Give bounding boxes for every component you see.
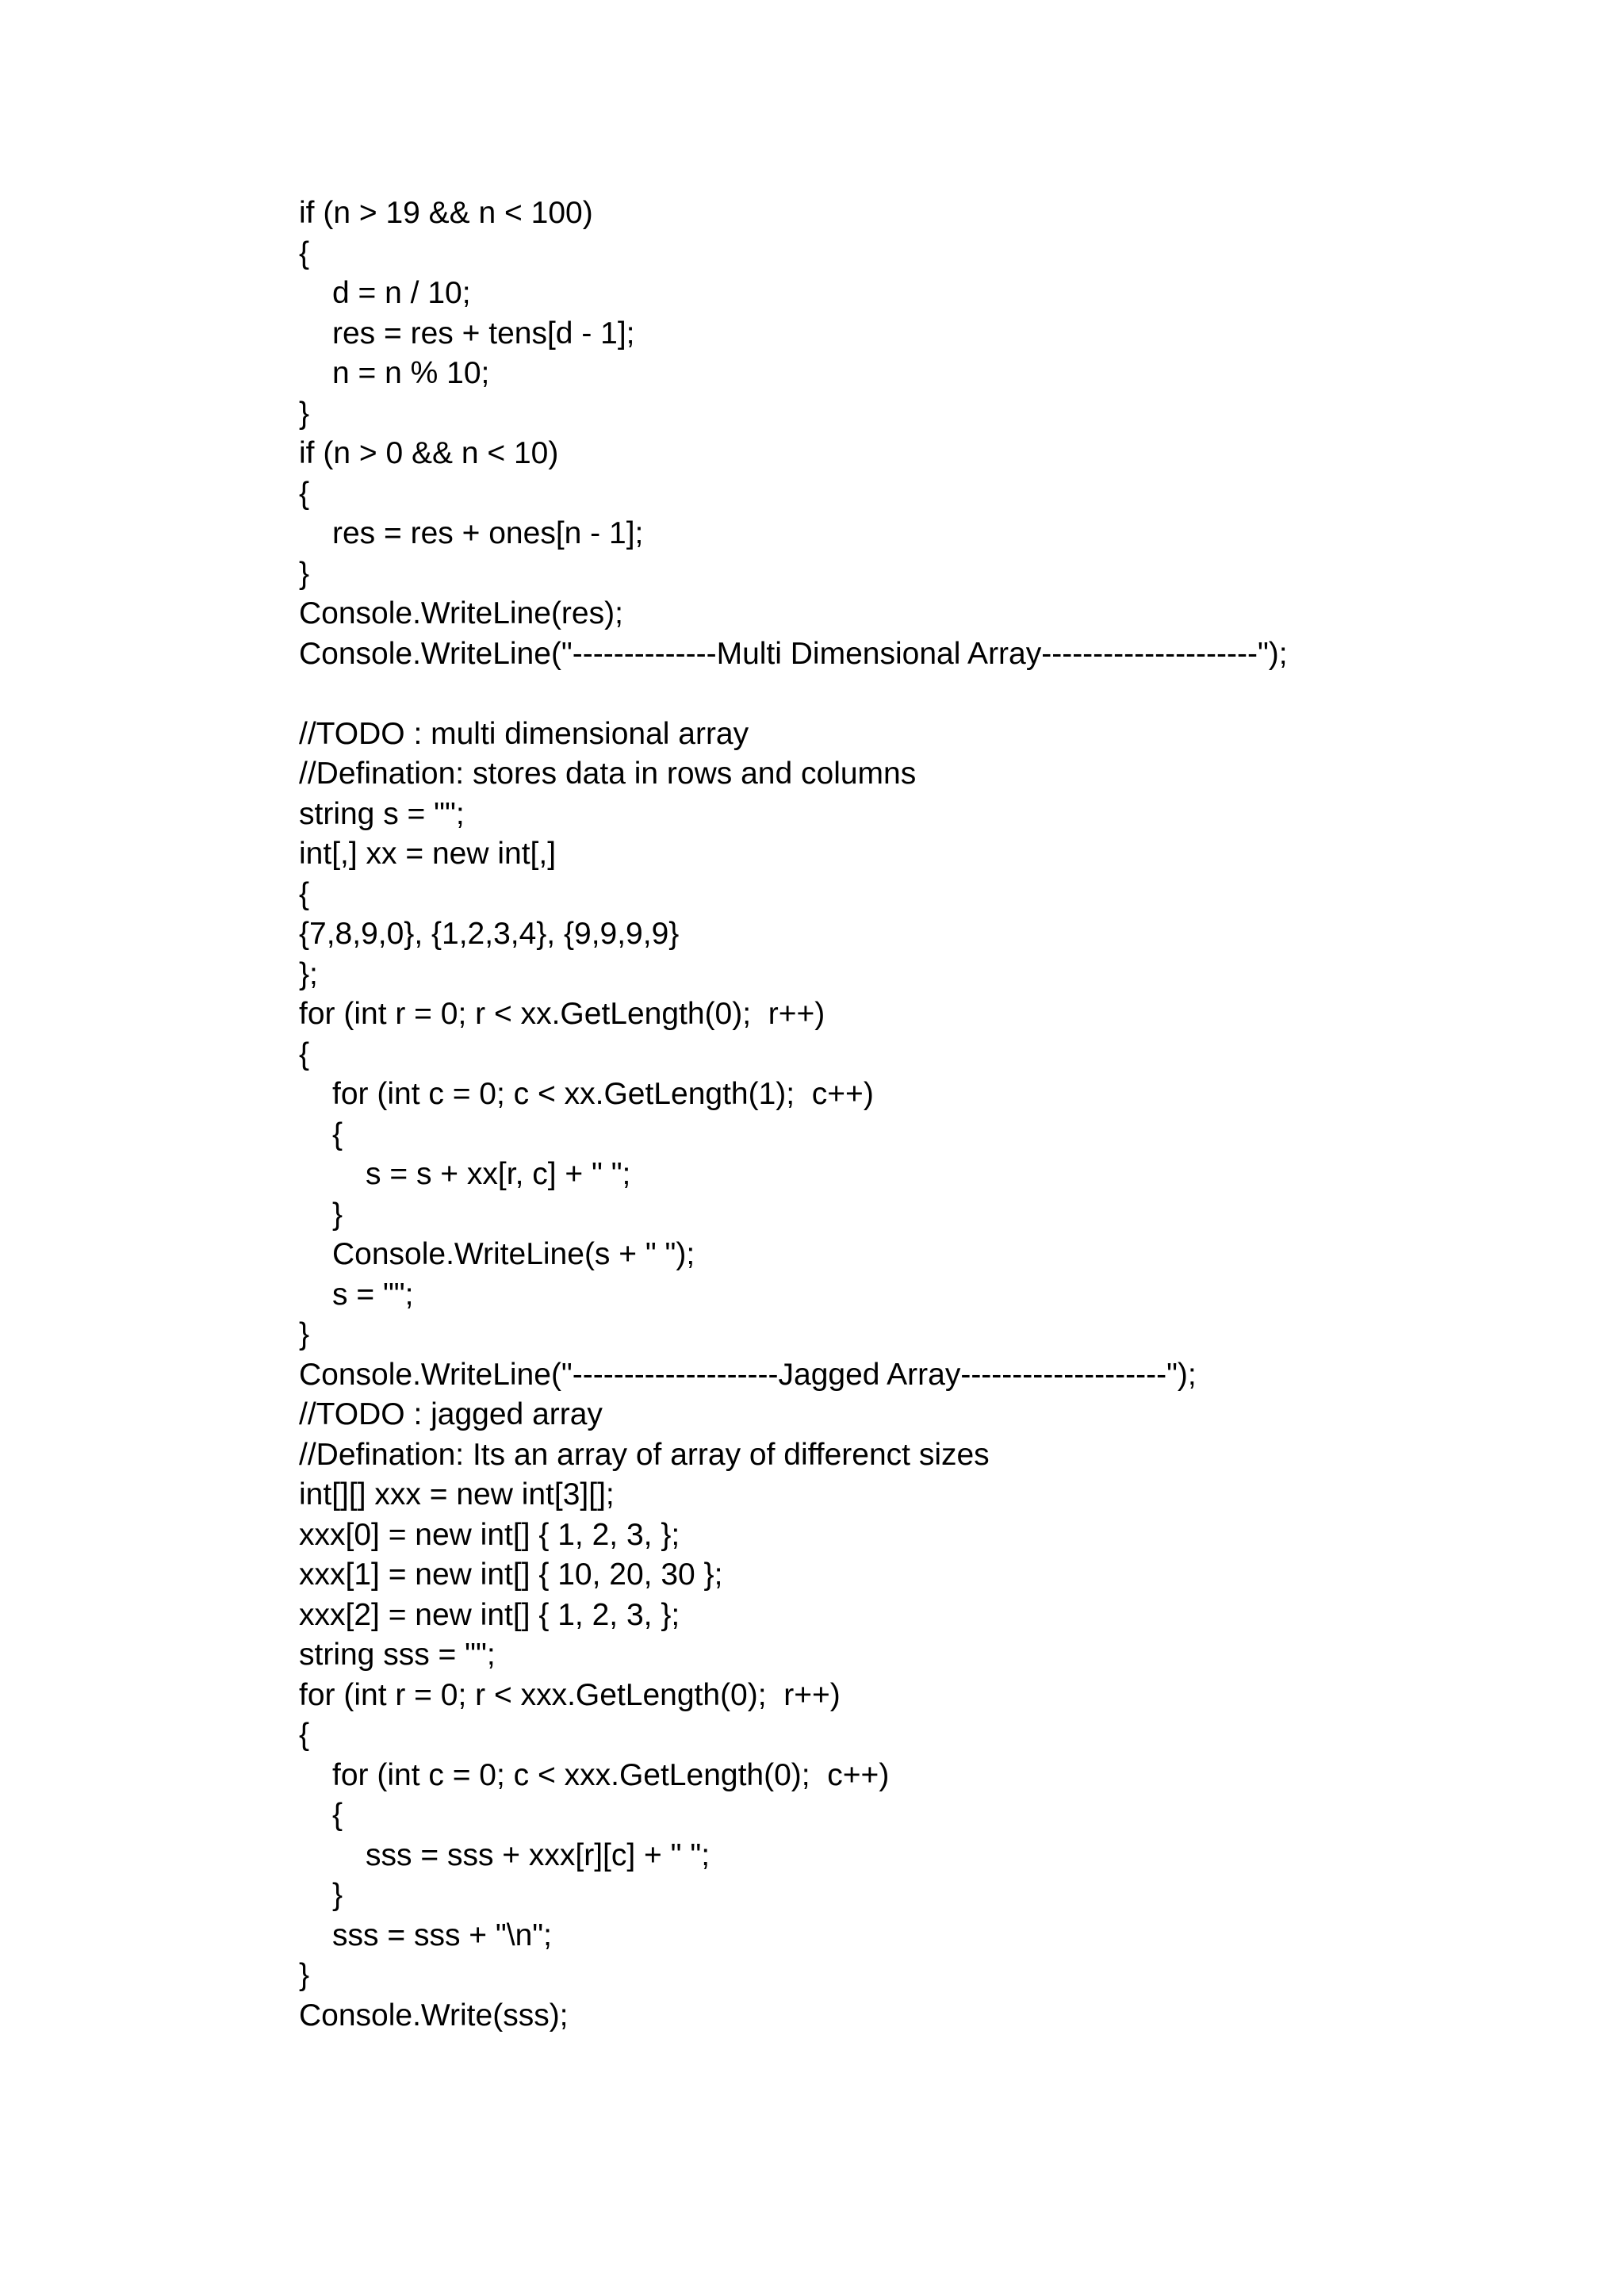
code-line: int[][] xxx = new int[3][];	[299, 1477, 615, 1511]
code-line: }	[299, 1317, 310, 1351]
code-line: for (int r = 0; r < xx.GetLength(0); r++)	[299, 997, 825, 1031]
code-line: {	[299, 476, 310, 511]
code-line: string s = "";	[299, 796, 465, 831]
code-line: Console.WriteLine("--------------------Jagged Array--------------------");	[299, 1357, 1197, 1392]
code-line: }	[299, 396, 310, 431]
code-line: //TODO : multi dimensional array	[299, 716, 749, 751]
code-line: if (n > 0 && n < 10)	[299, 436, 559, 470]
code-line: }	[332, 1878, 343, 1912]
code-line: int[,] xx = new int[,]	[299, 837, 557, 871]
code-line: //Defination: Its an array of array of differenct sizes	[299, 1437, 990, 1472]
code-line: if (n > 19 && n < 100)	[299, 196, 593, 230]
code-line: xxx[1] = new int[] { 10, 20, 30 };	[299, 1557, 723, 1592]
code-line: {	[299, 236, 310, 270]
code-line: {	[332, 1117, 343, 1151]
code-line: Console.WriteLine("--------------Multi Dimensional Array---------------------");	[299, 636, 1288, 671]
code-line: //Defination: stores data in rows and columns	[299, 757, 917, 791]
code-line: Console.WriteLine(s + " ");	[332, 1237, 695, 1271]
code-listing	[299, 193, 1568, 2036]
code-line: d = n / 10;	[332, 276, 471, 310]
code-line: n = n % 10;	[332, 356, 490, 390]
code-line: {	[332, 1798, 343, 1832]
code-line: for (int c = 0; c < xx.GetLength(1); c++)	[332, 1077, 874, 1111]
code-line: Console.Write(sss);	[299, 1998, 569, 2033]
code-line: string sss = "";	[299, 1638, 496, 1672]
code-line: res = res + tens[d - 1];	[332, 316, 635, 351]
blank-line	[299, 674, 1568, 715]
code-line: }	[332, 1197, 343, 1232]
code-line: s = "";	[332, 1277, 414, 1312]
code-line: xxx[2] = new int[] { 1, 2, 3, };	[299, 1597, 680, 1632]
code-line: sss = sss + xxx[r][c] + " ";	[366, 1837, 710, 1872]
code-line: {7,8,9,0}, {1,2,3,4}, {9,9,9,9}	[299, 917, 680, 951]
code-line: {	[299, 876, 310, 911]
code-line: Console.WriteLine(res);	[299, 596, 623, 630]
code-line: }	[299, 556, 310, 591]
code-line: {	[299, 1036, 310, 1071]
code-line: };	[299, 956, 318, 991]
code-line: //TODO : jagged array	[299, 1397, 603, 1431]
code-line: }	[299, 1958, 310, 1992]
code-line: for (int r = 0; r < xxx.GetLength(0); r++)	[299, 1677, 841, 1712]
code-line: res = res + ones[n - 1];	[332, 516, 644, 550]
code-line: {	[299, 1718, 310, 1752]
code-line: for (int c = 0; c < xxx.GetLength(0); c++)	[332, 1757, 890, 1792]
code-line: sss = sss + "\n";	[332, 1918, 552, 1952]
code-line: s = s + xx[r, c] + " ";	[366, 1157, 631, 1191]
code-line: xxx[0] = new int[] { 1, 2, 3, };	[299, 1517, 680, 1552]
